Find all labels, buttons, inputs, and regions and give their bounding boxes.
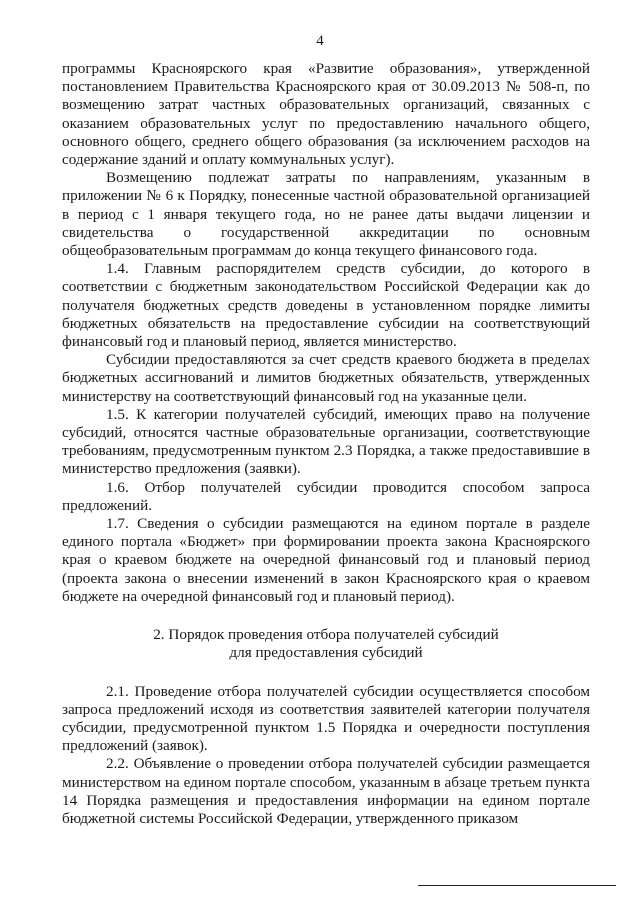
document-body — [62, 60, 590, 828]
paragraph-reimbursable-costs: Возмещению подлежат затраты по направлениям, указанным в приложении № 6 к Порядку, понесенные частной образовательной организацией в период с 1 января текущего года, но не ранее даты выдачи лицензии и свидетельства о государственной аккредитации по основным общеобразовательным программам до конца текущего финансового года. — [62, 169, 590, 260]
paragraph-1-5-recipient-category: 1.5. К категории получателей субсидий, имеющих право на получение субсидий, относятся частные образовательные организации, соответствующие требованиям, предусмотренным пунктом 2.3 Порядка, а также предоставившие в министерство предложения (заявки). — [62, 405, 590, 478]
paragraph-1-4-main-administrator: 1.4. Главным распорядителем средств субсидии, до которого в соответствии с бюджетным законодательством Российской Федерации как до получателя бюджетных средств доведены в установленном порядке лимиты бюджетных обязательств на предоставление субсидии на соответствующий финансовый год и плановый период, является министерство. — [62, 260, 590, 351]
paragraph-1-7-portal-info: 1.7. Сведения о субсидии размещаются на едином портале в разделе единого портала «Бюджет» при формировании проекта закона Красноярского края о краевом бюджете на очередной финансовый год и плановый период (проекта закона о внесении изменений в закон Красноярского края о краевом бюджете на очередной финансовый год и плановый период). — [62, 515, 590, 605]
paragraph-1-6-selection-method: 1.6. Отбор получателей субсидии проводится способом запроса предложений. — [62, 478, 590, 514]
section-heading-line-2: для предоставления субсидий — [229, 644, 423, 662]
section-heading-line-1: 2. Порядок проведения отбора получателей субсидий — [153, 626, 499, 644]
page-number: 4 — [316, 33, 324, 49]
paragraph-2-2-selection-announcement: 2.2. Объявление о проведении отбора получателей субсидии размещается министерством на едином портале способом, указанным в абзаце третьем пункта 14 Порядка размещения и предоставления информации на едином портале бюджетной системы Российской Федерации, утвержденного приказом — [62, 755, 590, 827]
footer-divider — [418, 885, 616, 886]
paragraph-2-1-selection-procedure: 2.1. Проведение отбора получателей субсидии осуществляется способом запроса предложений исходя из соответствия заявителей категории получателя субсидии, предусмотренной пунктом 1.5 Порядка и очередности поступления предложений (заявок). — [62, 682, 590, 755]
paragraph-program-continuation: программы Красноярского края «Развитие образования», утвержденной постановлением Правительства Красноярского края от 30.09.2013 № 508-п, по возмещению затрат частных образовательных организаций, связанных с оказанием образовательных услуг по предоставлению начального общего, основного общего, среднего общего образования (за исключением расходов на содержание зданий и оплату коммунальных услуг). — [62, 60, 590, 169]
section-heading — [62, 626, 590, 662]
paragraph-subsidy-funding: Субсидии предоставляются за счет средств краевого бюджета в пределах бюджетных ассигнований и лимитов бюджетных обязательств, утвержденных министерству на соответствующий финансовый год на указанные цели. — [62, 351, 590, 405]
